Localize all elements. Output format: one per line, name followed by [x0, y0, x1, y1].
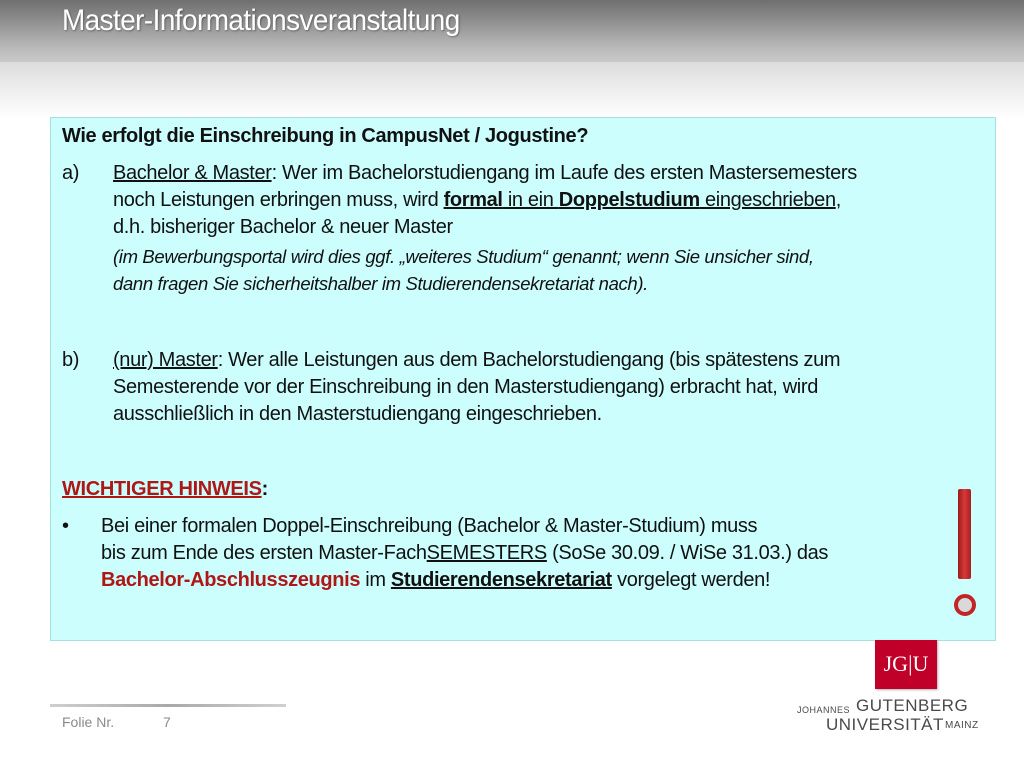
item-a-line-1: Bachelor & Master: Wer im Bachelorstudiengang im Laufe des ersten Mastersemesters — [113, 162, 857, 184]
nur-master-label: (nur) Master — [113, 349, 218, 371]
bachelor-master-label: Bachelor & Master — [113, 162, 272, 184]
item-a-note-1: (im Bewerbungsportal wird dies ggf. „weiteres Studium“ genannt; wenn Sie unsicher sind, — [113, 246, 814, 267]
warning-line-3: Bachelor-Abschlusszeugnis im Studierendensekretariat vorgelegt werden! — [101, 569, 771, 591]
item-a-marker: a) — [62, 162, 80, 184]
item-a-line-3: d.h. bisheriger Bachelor & neuer Master — [113, 216, 453, 238]
item-b-line-3: ausschließlich in den Masterstudiengang eingeschrieben. — [113, 403, 602, 425]
bachelor-abschlusszeugnis-label: Bachelor-Abschlusszeugnis — [101, 569, 361, 591]
logo-mark: JG|U — [883, 651, 929, 676]
title-shadow — [0, 62, 1024, 120]
slide-title: Master-Informationsveranstaltung — [62, 4, 460, 37]
logo-gutenberg: GUTENBERG — [856, 696, 969, 715]
bullet-marker: • — [62, 515, 69, 537]
semesters-label: SEMESTERS — [426, 542, 547, 564]
title-bar — [0, 0, 1024, 62]
slide-number: 7 — [163, 714, 171, 730]
item-a-line-2: noch Leistungen erbringen muss, wird formal in ein Doppelstudium eingeschrieben, — [113, 189, 841, 211]
warning-line-1: Bei einer formalen Doppel-Einschreibung (Bachelor & Master-Studium) muss — [101, 515, 758, 537]
item-b-marker: b) — [62, 349, 80, 371]
question-heading: Wie erfolgt die Einschreibung in CampusNet / Jogustine? — [62, 125, 589, 147]
university-logo — [875, 640, 937, 689]
warning-heading: WICHTIGER HINWEIS: — [62, 478, 268, 500]
item-a-note-2: dann fragen Sie sicherheitshalber im Studierendensekretariat nach). — [113, 273, 648, 294]
item-b-line-1: (nur) Master: Wer alle Leistungen aus dem Bachelorstudiengang (bis spätestens zum — [113, 349, 841, 371]
doppelstudium-label: Doppelstudium — [558, 189, 700, 211]
formal-label: formal — [443, 189, 503, 211]
logo-johannes: JOHANNES — [797, 705, 851, 715]
item-b-line-2: Semesterende vor der Einschreibung in den Masterstudiengang) erbracht hat, wird — [113, 376, 818, 398]
studierendensekretariat-label: Studierendensekretariat — [390, 569, 612, 591]
warning-line-2: bis zum Ende des ersten Master-FachSEMESTERS (SoSe 30.09. / WiSe 31.03.) das — [101, 542, 829, 564]
exclamation-dot-icon — [954, 594, 976, 616]
logo-mainz: MAINZ — [945, 720, 979, 731]
footer-label: Folie Nr. — [62, 714, 115, 730]
exclamation-icon — [958, 489, 971, 579]
footer-divider — [50, 704, 286, 707]
logo-universitaet: UNIVERSITÄT — [826, 715, 944, 734]
